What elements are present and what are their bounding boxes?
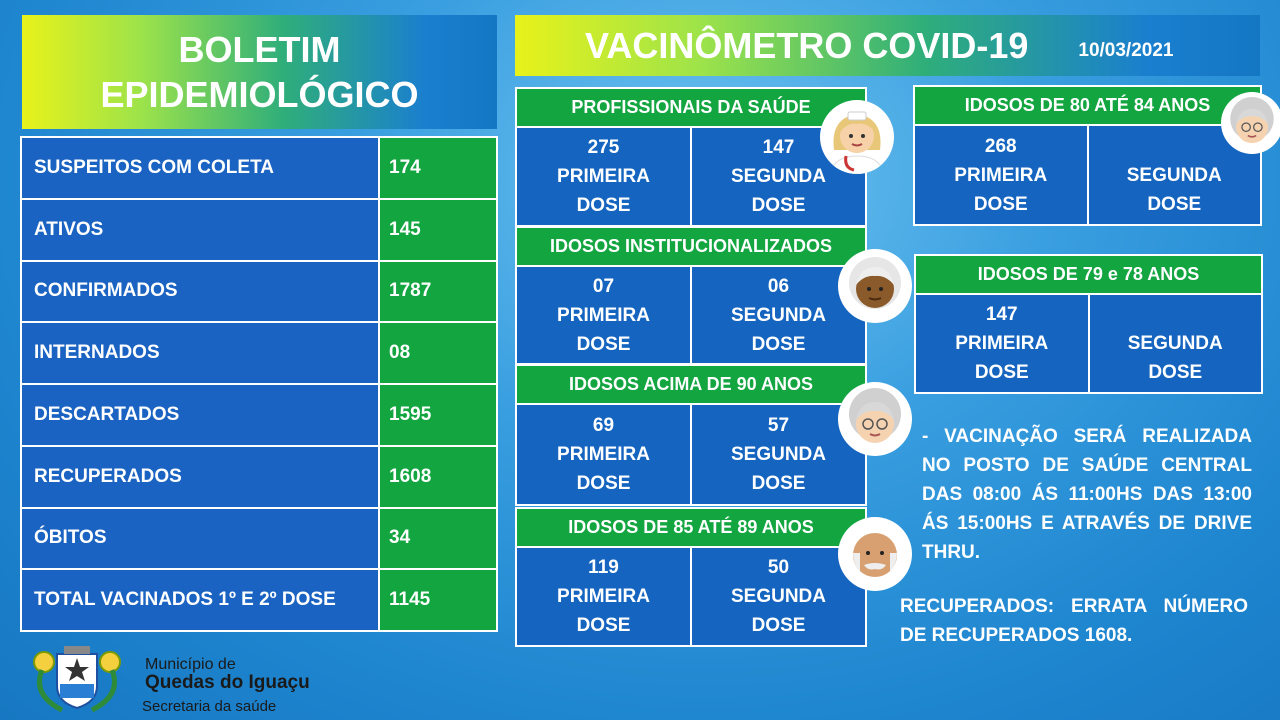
secretaria-label: Secretaria da saúde bbox=[142, 698, 277, 715]
card-title: IDOSOS INSTITUCIONALIZADOS bbox=[517, 228, 865, 267]
municipality-coat-of-arms-icon bbox=[22, 640, 132, 718]
boletim-table bbox=[20, 136, 498, 632]
row-value: 1608 bbox=[379, 446, 497, 508]
card-title: IDOSOS ACIMA DE 90 ANOS bbox=[517, 366, 865, 405]
card-title: PROFISSIONAIS DA SAÚDE bbox=[517, 89, 865, 128]
row-value: 174 bbox=[379, 137, 497, 199]
card-idosos-80-84 bbox=[913, 85, 1262, 226]
row-label: CONFIRMADOS bbox=[21, 261, 379, 323]
row-label: TOTAL VACINADOS 1º E 2º DOSE bbox=[21, 569, 379, 631]
card-idosos-institucionalizados bbox=[515, 226, 867, 365]
municipio-name: Quedas do Iguaçu bbox=[145, 672, 310, 693]
row-label: RECUPERADOS bbox=[21, 446, 379, 508]
row-label: INTERNADOS bbox=[21, 322, 379, 384]
table-row bbox=[21, 446, 497, 508]
table-row bbox=[21, 199, 497, 261]
second-dose-cell: SEGUNDA DOSE bbox=[1088, 295, 1262, 392]
boletim-title-line2: EPIDEMIOLÓGICO bbox=[100, 74, 419, 115]
row-value: 1787 bbox=[379, 261, 497, 323]
card-title: IDOSOS DE 80 ATÉ 84 ANOS bbox=[915, 87, 1260, 126]
errata-note: RECUPERADOS: ERRATA NÚMERO DE RECUPERADOS 1608. bbox=[900, 596, 1248, 646]
table-row bbox=[21, 384, 497, 446]
table-row bbox=[21, 137, 497, 199]
second-dose-cell: 57 SEGUNDA DOSE bbox=[690, 405, 865, 504]
card-profissionais-saude bbox=[515, 87, 867, 227]
table-row bbox=[21, 261, 497, 323]
row-value: 1595 bbox=[379, 384, 497, 446]
nurse-avatar-icon bbox=[820, 100, 894, 174]
boletim-title-line1: BOLETIM bbox=[178, 29, 341, 70]
card-title: IDOSOS DE 85 ATÉ 89 ANOS bbox=[517, 509, 865, 548]
row-value: 145 bbox=[379, 199, 497, 261]
first-dose-cell: 69 PRIMEIRA DOSE bbox=[517, 405, 690, 504]
second-dose-cell: SEGUNDA DOSE bbox=[1087, 126, 1261, 224]
card-title: IDOSOS DE 79 e 78 ANOS bbox=[916, 256, 1261, 295]
row-label: DESCARTADOS bbox=[21, 384, 379, 446]
row-value: 34 bbox=[379, 508, 497, 570]
first-dose-cell: 268 PRIMEIRA DOSE bbox=[915, 126, 1087, 224]
vacinometro-title: VACINÔMETRO COVID-19 bbox=[585, 24, 1029, 66]
card-idosos-85-89 bbox=[515, 507, 867, 647]
elderly-man-avatar-icon bbox=[838, 517, 912, 591]
first-dose-cell: 147 PRIMEIRA DOSE bbox=[916, 295, 1088, 392]
second-dose-cell: 147 SEGUNDA DOSE bbox=[690, 128, 865, 225]
table-row bbox=[21, 569, 497, 631]
elderly-dark-avatar-icon bbox=[838, 249, 912, 323]
first-dose-cell: 119 PRIMEIRA DOSE bbox=[517, 548, 690, 645]
table-row bbox=[21, 322, 497, 384]
card-idosos-acima-90 bbox=[515, 364, 867, 506]
boletim-banner bbox=[22, 15, 497, 129]
vacinometro-banner bbox=[515, 15, 1260, 76]
row-value: 08 bbox=[379, 322, 497, 384]
row-label: ÓBITOS bbox=[21, 508, 379, 570]
first-dose-cell: 275 PRIMEIRA DOSE bbox=[517, 128, 690, 225]
first-dose-cell: 07 PRIMEIRA DOSE bbox=[517, 267, 690, 363]
second-dose-cell: 50 SEGUNDA DOSE bbox=[690, 548, 865, 645]
card-idosos-79-78 bbox=[914, 254, 1263, 394]
second-dose-cell: 06 SEGUNDA DOSE bbox=[690, 267, 865, 363]
elderly-woman-avatar-icon bbox=[838, 382, 912, 456]
elderly-woman-avatar-icon-2 bbox=[1221, 92, 1280, 154]
row-label: SUSPEITOS COM COLETA bbox=[21, 137, 379, 199]
municipio-label: Município de bbox=[145, 656, 236, 673]
vaccination-note: - VACINAÇÃO SERÁ REALIZADA NO POSTO DE SAÚDE CENTRAL DAS 08:00 ÁS 11:00HS DAS 13:00 ÁS 15:00HS E ATRAVÉS DE DRIVE THRU. bbox=[922, 426, 1252, 563]
row-value: 1145 bbox=[379, 569, 497, 631]
vacinometro-date: 10/03/2021 bbox=[1078, 39, 1174, 61]
table-row bbox=[21, 508, 497, 570]
row-label: ATIVOS bbox=[21, 199, 379, 261]
